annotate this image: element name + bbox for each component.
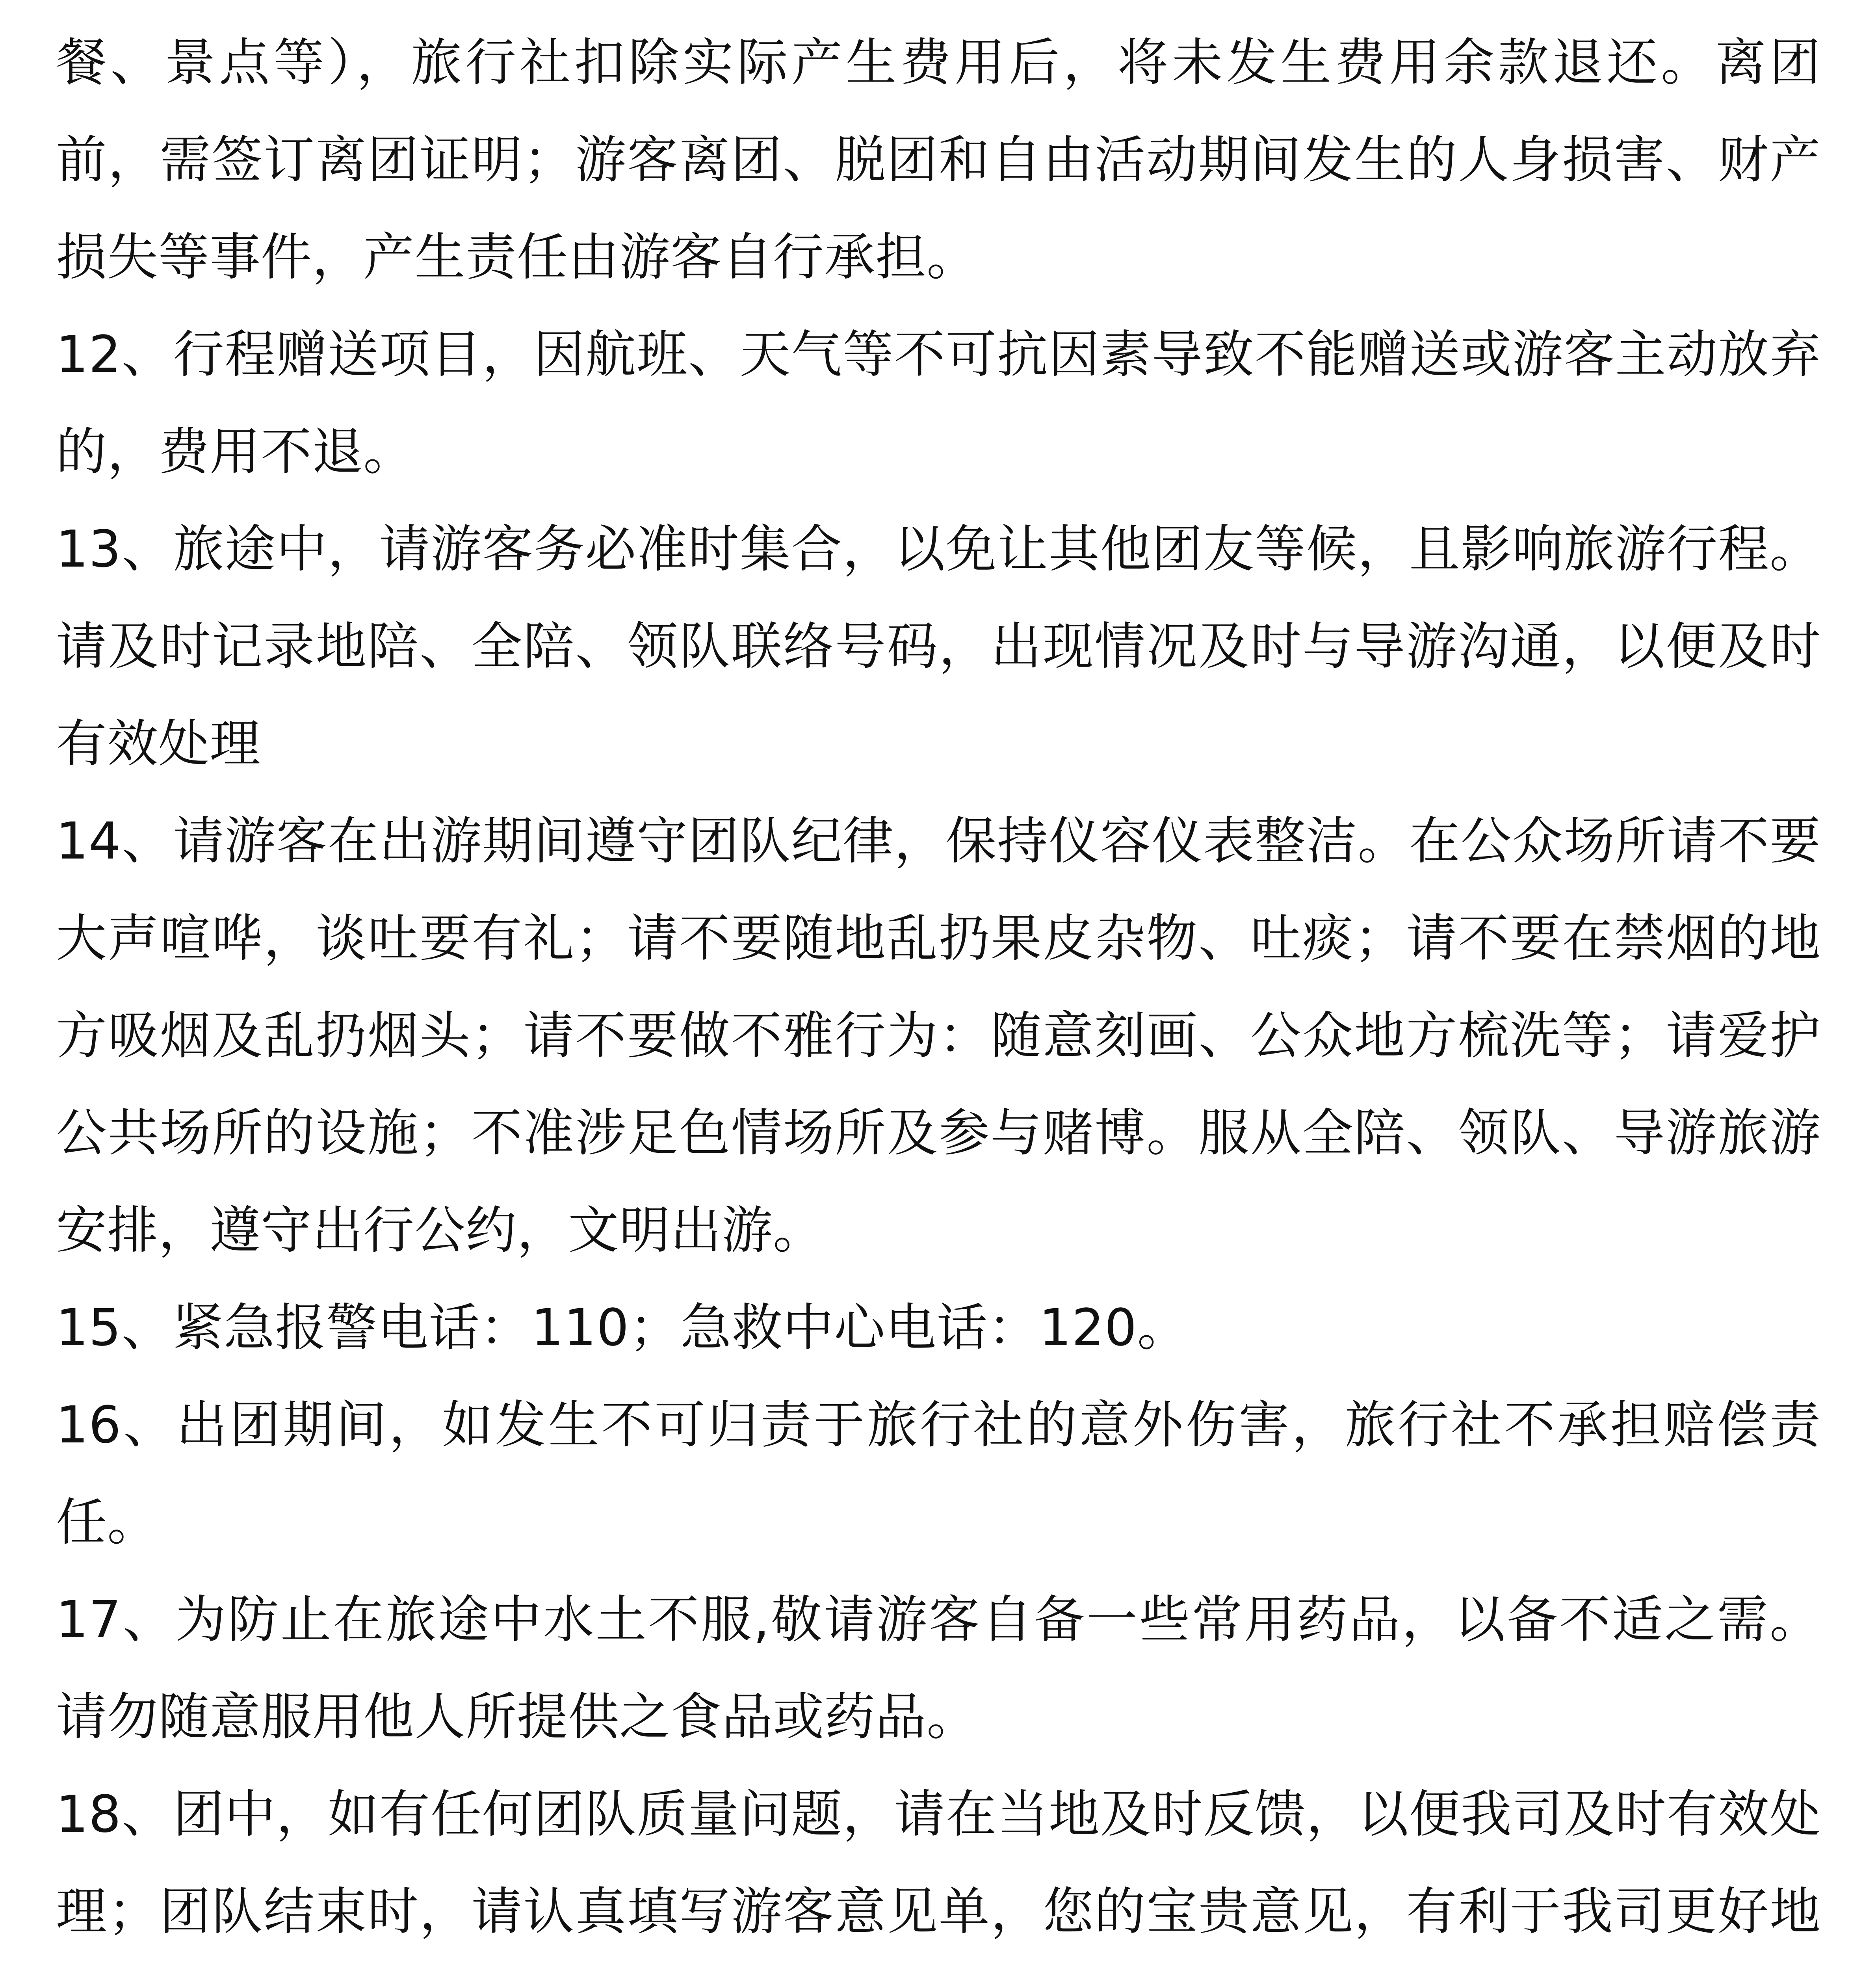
document-body [56,14,1821,1970]
paragraph-item-18: 18、团中，如有任何团队质量问题，请在当地及时反馈，以便我司及时有效处理；团队结束时，请认真填写游客意见单，您的宝贵意见，有利于我司更好地 [56,1785,1821,1941]
paragraph-continuation-11: 餐、景点等），旅行社扣除实际产生费用后，将未发生费用余款退还。离团前，需签订离团证明；游客离团、脱团和自由活动期间发生的人身损害、财产损失等事件，产生责任由游客自行承担。 [56,33,1821,287]
paragraph-item-13: 13、旅途中，请游客务必准时集合，以免让其他团友等候，且影响旅游行程。请及时记录地陪、全陪、领队联络号码，出现情况及时与导游沟通，以便及时有效处理 [56,520,1821,773]
paragraph-item-16: 16、出团期间，如发生不可归责于旅行社的意外伤害，旅行社不承担赔偿责任。 [56,1396,1821,1552]
paragraph-item-14: 14、请游客在出游期间遵守团队纪律，保持仪容仪表整洁。在公众场所请不要大声喧哗，谈吐要有礼；请不要随地乱扔果皮杂物、吐痰；请不要在禁烟的地方吸烟及乱扔烟头；请不要做不雅行为：随意刻画、公众地方梳洗等；请爱护公共场所的设施；不准涉足色情场所及参与赌博。服从全陪、领队、导游旅游安排，遵守出行公约，文明出游。 [56,812,1821,1260]
paragraph-item-12: 12、行程赠送项目，因航班、天气等不可抗因素导致不能赠送或游客主动放弃的，费用不退。 [56,325,1821,481]
paragraph-item-17: 17、为防止在旅途中水土不服,敬请游客自备一些常用药品，以备不适之需。请勿随意服用他人所提供之食品或药品。 [56,1590,1821,1747]
paragraph-item-15: 15、紧急报警电话：110；急救中心电话：120。 [56,1298,1189,1357]
